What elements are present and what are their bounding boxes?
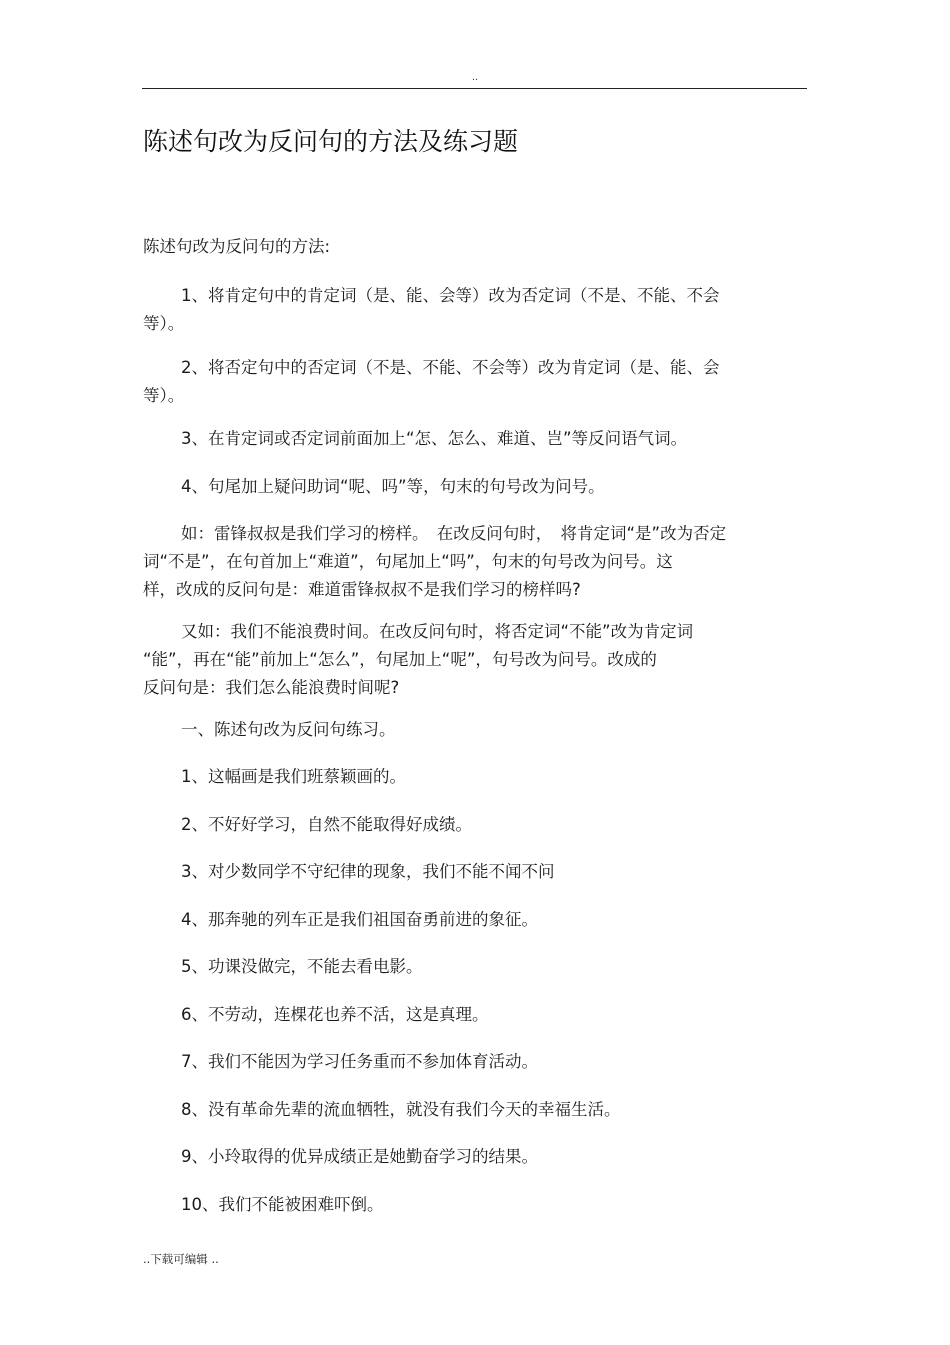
method-rule-1 [143, 282, 803, 338]
example-2-line-1: 又如：我们不能浪费时间。在改反问句时，将否定词“不能”改为肯定词 [181, 622, 694, 641]
exercise-item-1: 1、这幅画是我们班蔡颖画的。 [181, 767, 406, 786]
exercise-item-5: 5、功课没做完，不能去看电影。 [181, 957, 423, 976]
method-rule-2-line-1: 2、将否定句中的否定词（不是、不能、不会等）改为肯定词（是、能、会 [181, 358, 720, 377]
method-example-1 [143, 520, 803, 604]
exercise-item-8: 8、没有革命先辈的流血牺牲，就没有我们今天的幸福生活。 [181, 1100, 621, 1119]
example-2-line-3: 反问句是：我们怎么能浪费时间呢? [143, 678, 400, 697]
method-rule-3: 3、在肯定词或否定词前面加上“怎、怎么、难道、岂”等反问语气词。 [181, 429, 688, 448]
method-rule-1-line-2: 等）。 [143, 314, 185, 333]
exercise-item-3: 3、对少数同学不守纪律的现象，我们不能不闻不问 [181, 862, 555, 881]
exercise-heading: 一、陈述句改为反问句练习。 [181, 720, 396, 739]
example-2-line-2: “能”，再在“能”前加上“怎么”，句尾加上“呢”，句号改为问号。改成的 [143, 650, 657, 669]
method-heading: 陈述句改为反问句的方法: [143, 237, 331, 256]
exercise-item-9: 9、小玲取得的优异成绩正是她勤奋学习的结果。 [181, 1147, 538, 1166]
footer-note: ..下载可编辑 .. [143, 1252, 219, 1266]
method-rule-1-line-1: 1、将肯定句中的肯定词（是、能、会等）改为否定词（不是、不能、不会 [181, 286, 720, 305]
header-rule [142, 88, 807, 89]
method-example-2 [143, 618, 803, 702]
exercise-item-4: 4、那奔驰的列车正是我们祖国奋勇前进的象征。 [181, 910, 538, 929]
exercise-item-7: 7、我们不能因为学习任务重而不参加体育活动。 [181, 1052, 538, 1071]
exercise-item-10: 10、我们不能被困难吓倒。 [181, 1195, 384, 1214]
method-rule-4: 4、句尾加上疑问助词“呢、吗”等，句末的句号改为问号。 [181, 477, 605, 496]
header-mark: .. [471, 72, 479, 83]
example-1-line-2: 词“不是”，在句首加上“难道”，句尾加上“吗”，句末的句号改为问号。这 [143, 552, 673, 571]
exercise-item-6: 6、不劳动，连棵花也养不活，这是真理。 [181, 1005, 489, 1024]
example-1-line-1: 如：雷锋叔叔是我们学习的榜样。 在改反问句时， 将肯定词“是”改为否定 [181, 524, 727, 543]
document-title: 陈述句改为反问句的方法及练习题 [143, 127, 519, 156]
example-1-line-3: 样，改成的反问句是：难道雷锋叔叔不是我们学习的榜样吗? [143, 580, 581, 599]
method-rule-2-line-2: 等）。 [143, 386, 185, 405]
exercise-item-2: 2、不好好学习，自然不能取得好成绩。 [181, 815, 472, 834]
method-rule-2 [143, 354, 803, 410]
